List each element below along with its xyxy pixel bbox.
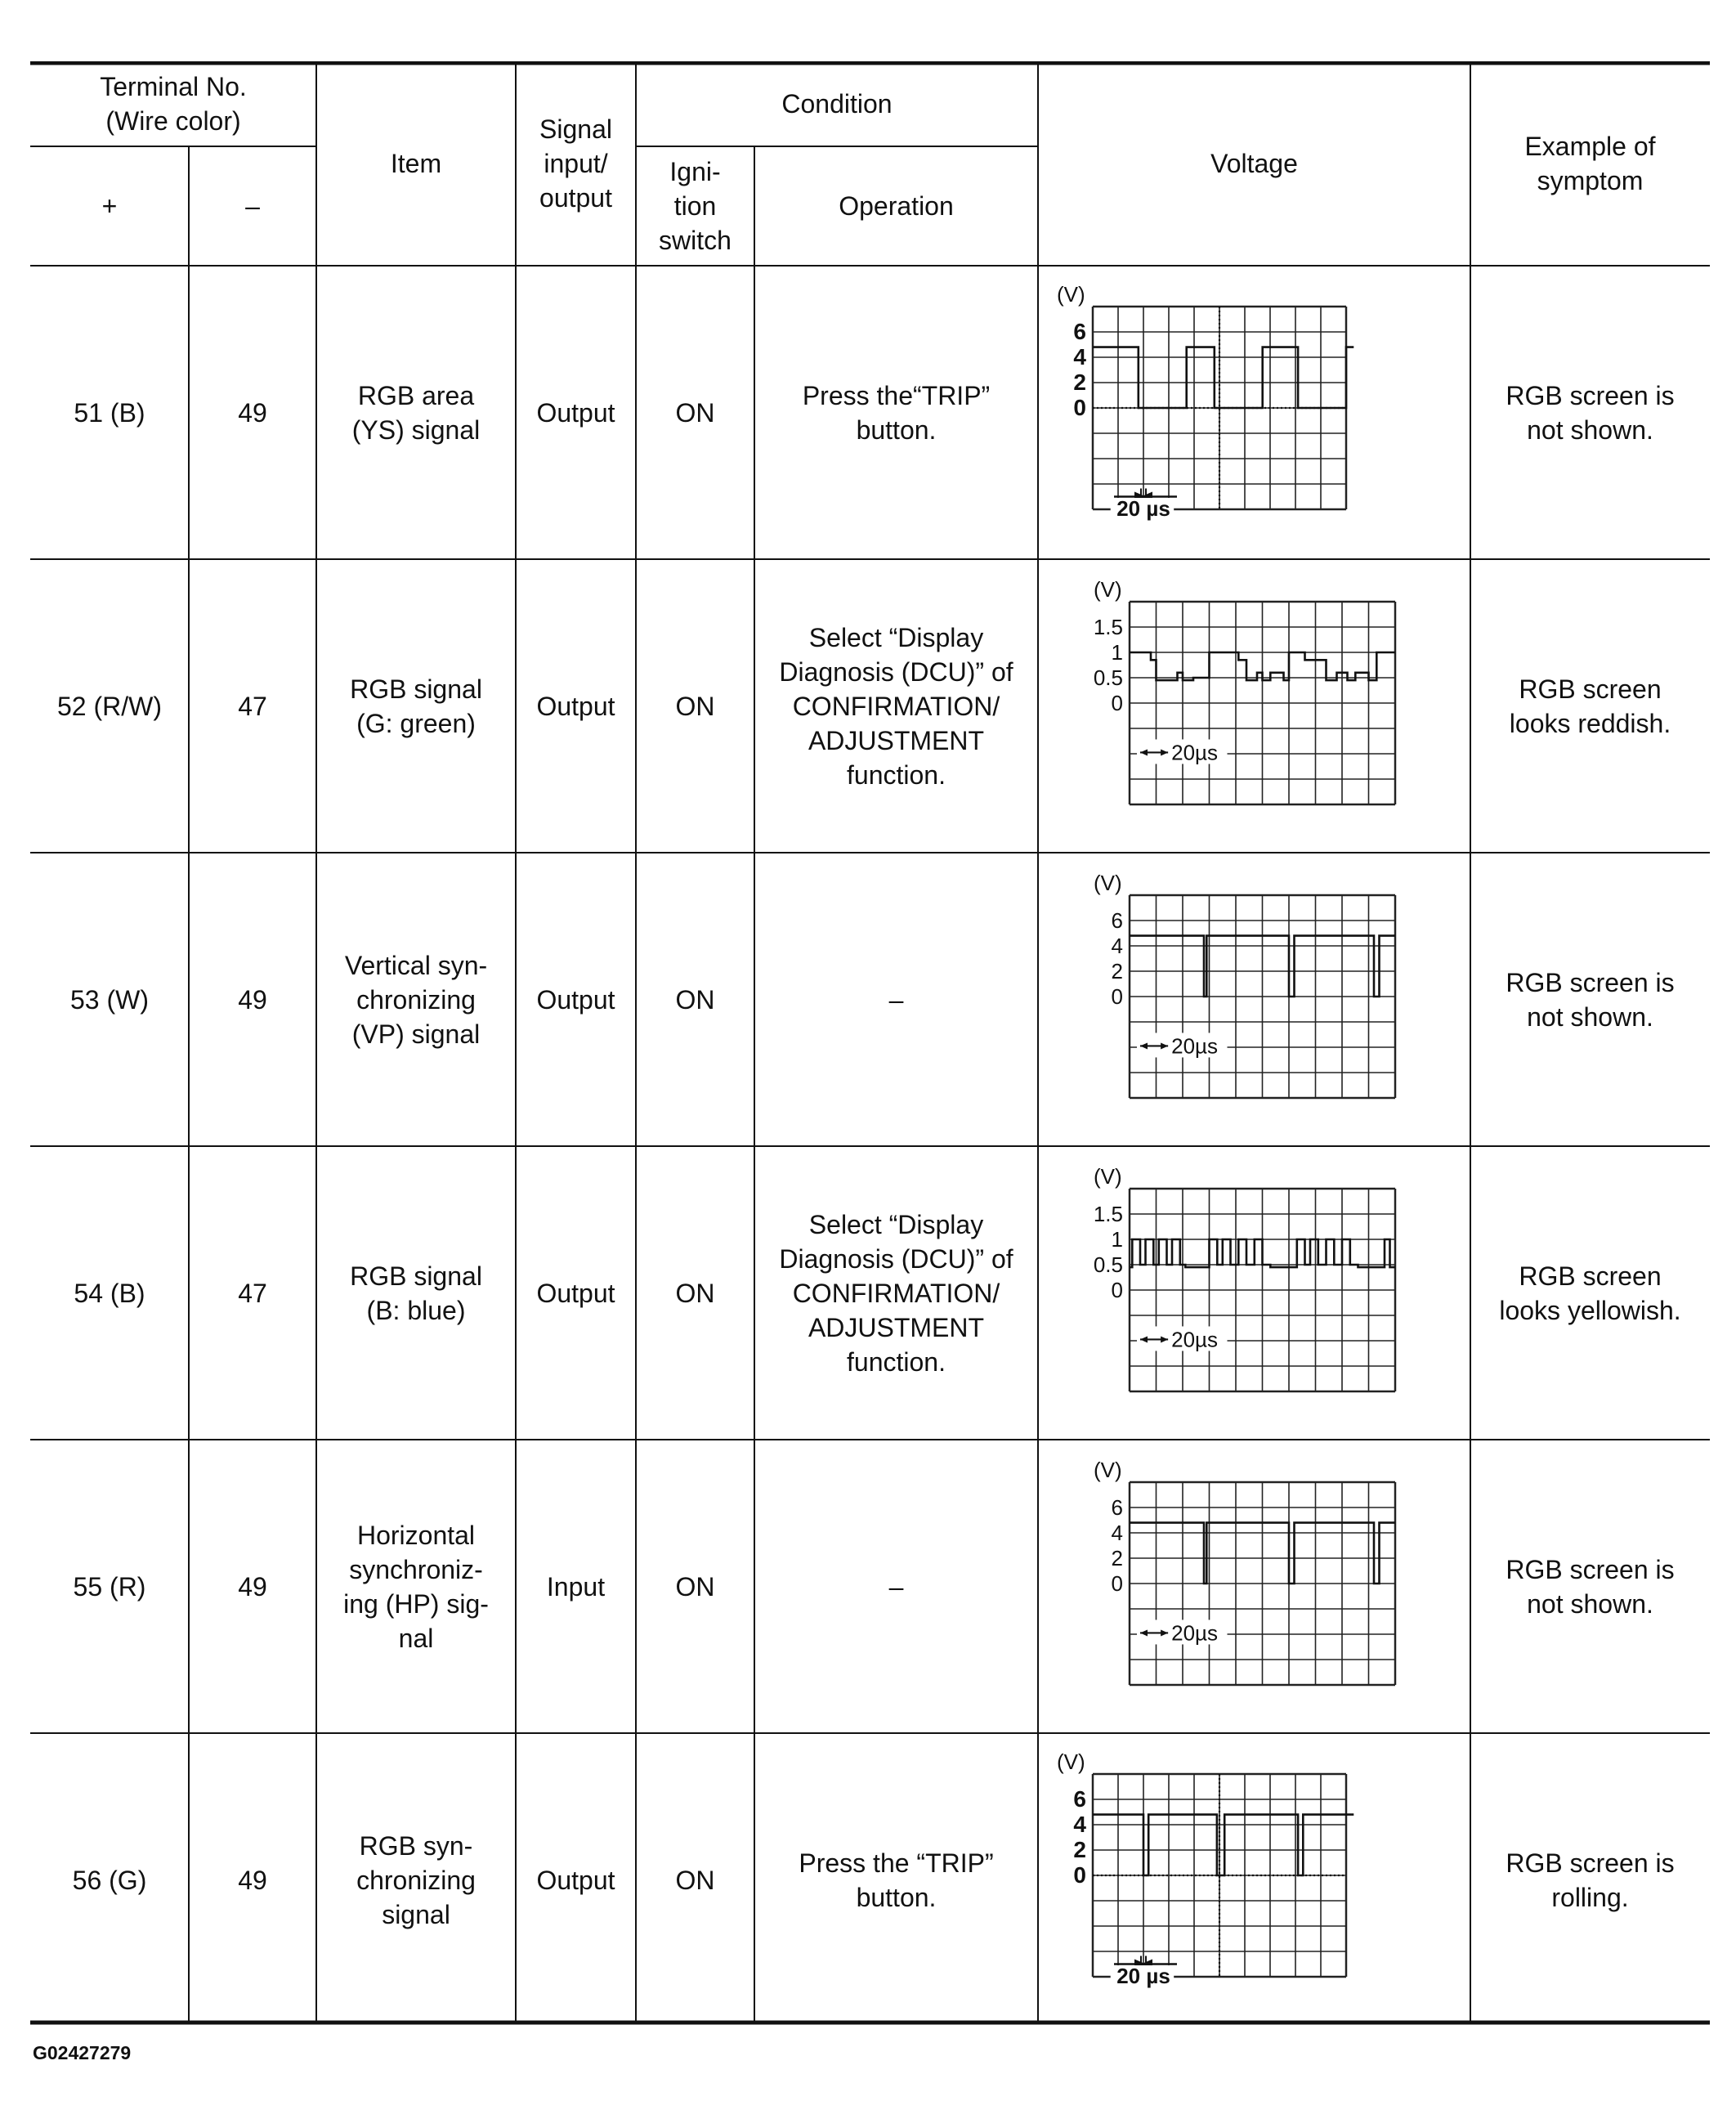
waveform-trace bbox=[1093, 1815, 1353, 1875]
cell-item: RGB signal (B: blue) bbox=[350, 1261, 482, 1325]
cell-operation: – bbox=[888, 984, 904, 1015]
scope-tick-label: 0 bbox=[1111, 984, 1123, 1009]
cell-terminal-minus: 47 bbox=[238, 1278, 267, 1308]
header-symptom: Example of symptom bbox=[1524, 132, 1656, 195]
cell-item: Vertical syn- chronizing (VP) signal bbox=[344, 950, 488, 1049]
scope-tick-label: 2 bbox=[1111, 1546, 1123, 1570]
scope-tick-label: 0 bbox=[1111, 1571, 1123, 1596]
cell-ignition-switch: ON bbox=[675, 1278, 715, 1308]
scope-tick-label: 0 bbox=[1111, 691, 1123, 715]
header-terminal-no: Terminal No. (Wire color) bbox=[100, 72, 247, 136]
cell-terminal-minus: 49 bbox=[238, 1865, 267, 1895]
voltage-waveform bbox=[1038, 266, 1470, 559]
cell-terminal-minus: 49 bbox=[238, 984, 267, 1015]
cell-ignition-switch: ON bbox=[675, 984, 715, 1015]
scope-tick-label: 0.5 bbox=[1093, 665, 1123, 690]
cell-symptom: RGB screen is not shown. bbox=[1506, 967, 1675, 1032]
cell-signal-io: Output bbox=[536, 691, 615, 721]
scope-tick-label: 0 bbox=[1111, 1278, 1123, 1302]
time-division-label: 20 µs bbox=[1116, 1963, 1170, 1988]
cell-item: Horizontal synchroniz- ing (HP) sig- nal bbox=[343, 1520, 489, 1653]
header-signal-io: Signal input/ output bbox=[539, 114, 612, 213]
cell-symptom: RGB screen looks yellowish. bbox=[1499, 1261, 1681, 1325]
scope-tick-label: 2 bbox=[1111, 959, 1123, 983]
scope-unit: (V) bbox=[1057, 1749, 1085, 1774]
scope-unit: (V) bbox=[1094, 577, 1122, 602]
scope-tick-label: 1.5 bbox=[1093, 615, 1123, 639]
cell-item: RGB area (YS) signal bbox=[351, 380, 481, 445]
scope-tick-label: 1 bbox=[1111, 640, 1123, 665]
time-division-label: 20µs bbox=[1171, 740, 1219, 765]
scope-unit: (V) bbox=[1057, 282, 1085, 307]
header-item: Item bbox=[390, 149, 442, 178]
header-minus: – bbox=[245, 191, 260, 221]
cell-signal-io: Output bbox=[536, 397, 615, 428]
cell-item: RGB syn- chronizing signal bbox=[356, 1830, 476, 1929]
cell-operation: Press the“TRIP” button. bbox=[802, 380, 991, 445]
cell-terminal-plus: 52 (R/W) bbox=[57, 691, 162, 721]
scope-tick-label: 6 bbox=[1111, 1495, 1123, 1520]
cell-symptom: RGB screen is not shown. bbox=[1506, 380, 1675, 445]
scope-tick-label: 1 bbox=[1111, 1227, 1123, 1252]
voltage-waveform bbox=[1038, 1146, 1470, 1440]
scope-tick-label: 4 bbox=[1111, 1521, 1123, 1545]
cell-symptom: RGB screen looks reddish. bbox=[1509, 674, 1671, 738]
cell-terminal-minus: 47 bbox=[238, 691, 267, 721]
header-operation: Operation bbox=[839, 191, 954, 221]
header-condition: Condition bbox=[781, 89, 893, 119]
cell-operation: Press the “TRIP” button. bbox=[799, 1848, 994, 1912]
cell-operation: Select “Display Diagnosis (DCU)” of CONFIRMATION/ ADJUSTMENT function. bbox=[779, 1209, 1013, 1377]
terminal-signal-table bbox=[30, 61, 1710, 2025]
time-division-label: 20µs bbox=[1171, 1033, 1219, 1059]
cell-symptom: RGB screen is not shown. bbox=[1506, 1554, 1675, 1619]
waveform-trace bbox=[1093, 347, 1353, 408]
scope-unit: (V) bbox=[1094, 871, 1122, 895]
scope-tick-label: 0 bbox=[1073, 395, 1086, 420]
cell-operation: Select “Display Diagnosis (DCU)” of CONFIRMATION/ ADJUSTMENT function. bbox=[779, 622, 1013, 790]
cell-terminal-plus: 51 (B) bbox=[74, 397, 145, 428]
cell-signal-io: Output bbox=[536, 1278, 615, 1308]
time-division-label: 20 µs bbox=[1116, 495, 1170, 521]
scope-tick-label: 4 bbox=[1111, 934, 1123, 958]
scope-tick-label: 2 bbox=[1073, 370, 1086, 395]
header-ignition-switch: Igni- tion switch bbox=[659, 157, 732, 255]
scope-tick-label: 0.5 bbox=[1093, 1252, 1123, 1277]
scope-tick-label: 6 bbox=[1073, 319, 1086, 344]
cell-terminal-minus: 49 bbox=[238, 1571, 267, 1602]
cell-operation: – bbox=[888, 1571, 904, 1602]
cell-ignition-switch: ON bbox=[675, 691, 715, 721]
header-voltage: Voltage bbox=[1210, 149, 1298, 178]
cell-ignition-switch: ON bbox=[675, 397, 715, 428]
scope-tick-label: 1.5 bbox=[1093, 1202, 1123, 1226]
scope-tick-label: 6 bbox=[1073, 1786, 1086, 1812]
time-division-label: 20µs bbox=[1171, 1327, 1219, 1352]
cell-terminal-plus: 56 (G) bbox=[72, 1865, 147, 1895]
voltage-waveform bbox=[1038, 853, 1470, 1146]
scope-unit: (V) bbox=[1094, 1458, 1122, 1482]
scope-tick-label: 6 bbox=[1111, 908, 1123, 933]
voltage-waveform bbox=[1038, 559, 1470, 853]
voltage-waveform bbox=[1038, 1440, 1470, 1733]
scope-tick-label: 0 bbox=[1073, 1862, 1086, 1888]
figure-id: G02427279 bbox=[33, 2042, 132, 2063]
cell-ignition-switch: ON bbox=[675, 1571, 715, 1602]
cell-ignition-switch: ON bbox=[675, 1865, 715, 1895]
scope-tick-label: 2 bbox=[1073, 1837, 1086, 1862]
cell-terminal-plus: 55 (R) bbox=[73, 1571, 146, 1602]
header-plus: + bbox=[101, 191, 118, 221]
cell-signal-io: Input bbox=[546, 1571, 606, 1602]
cell-terminal-minus: 49 bbox=[238, 397, 267, 428]
time-division-label: 20µs bbox=[1171, 1620, 1219, 1646]
cell-terminal-plus: 54 (B) bbox=[74, 1278, 145, 1308]
cell-symptom: RGB screen is rolling. bbox=[1506, 1848, 1675, 1912]
cell-signal-io: Output bbox=[536, 1865, 615, 1895]
scope-tick-label: 4 bbox=[1073, 344, 1086, 370]
voltage-waveform bbox=[1038, 1733, 1470, 2027]
waveform-trace bbox=[1130, 1239, 1395, 1267]
cell-item: RGB signal (G: green) bbox=[350, 674, 482, 738]
scope-tick-label: 4 bbox=[1073, 1812, 1086, 1837]
cell-terminal-plus: 53 (W) bbox=[70, 984, 149, 1015]
scope-unit: (V) bbox=[1094, 1164, 1122, 1189]
cell-signal-io: Output bbox=[536, 984, 615, 1015]
